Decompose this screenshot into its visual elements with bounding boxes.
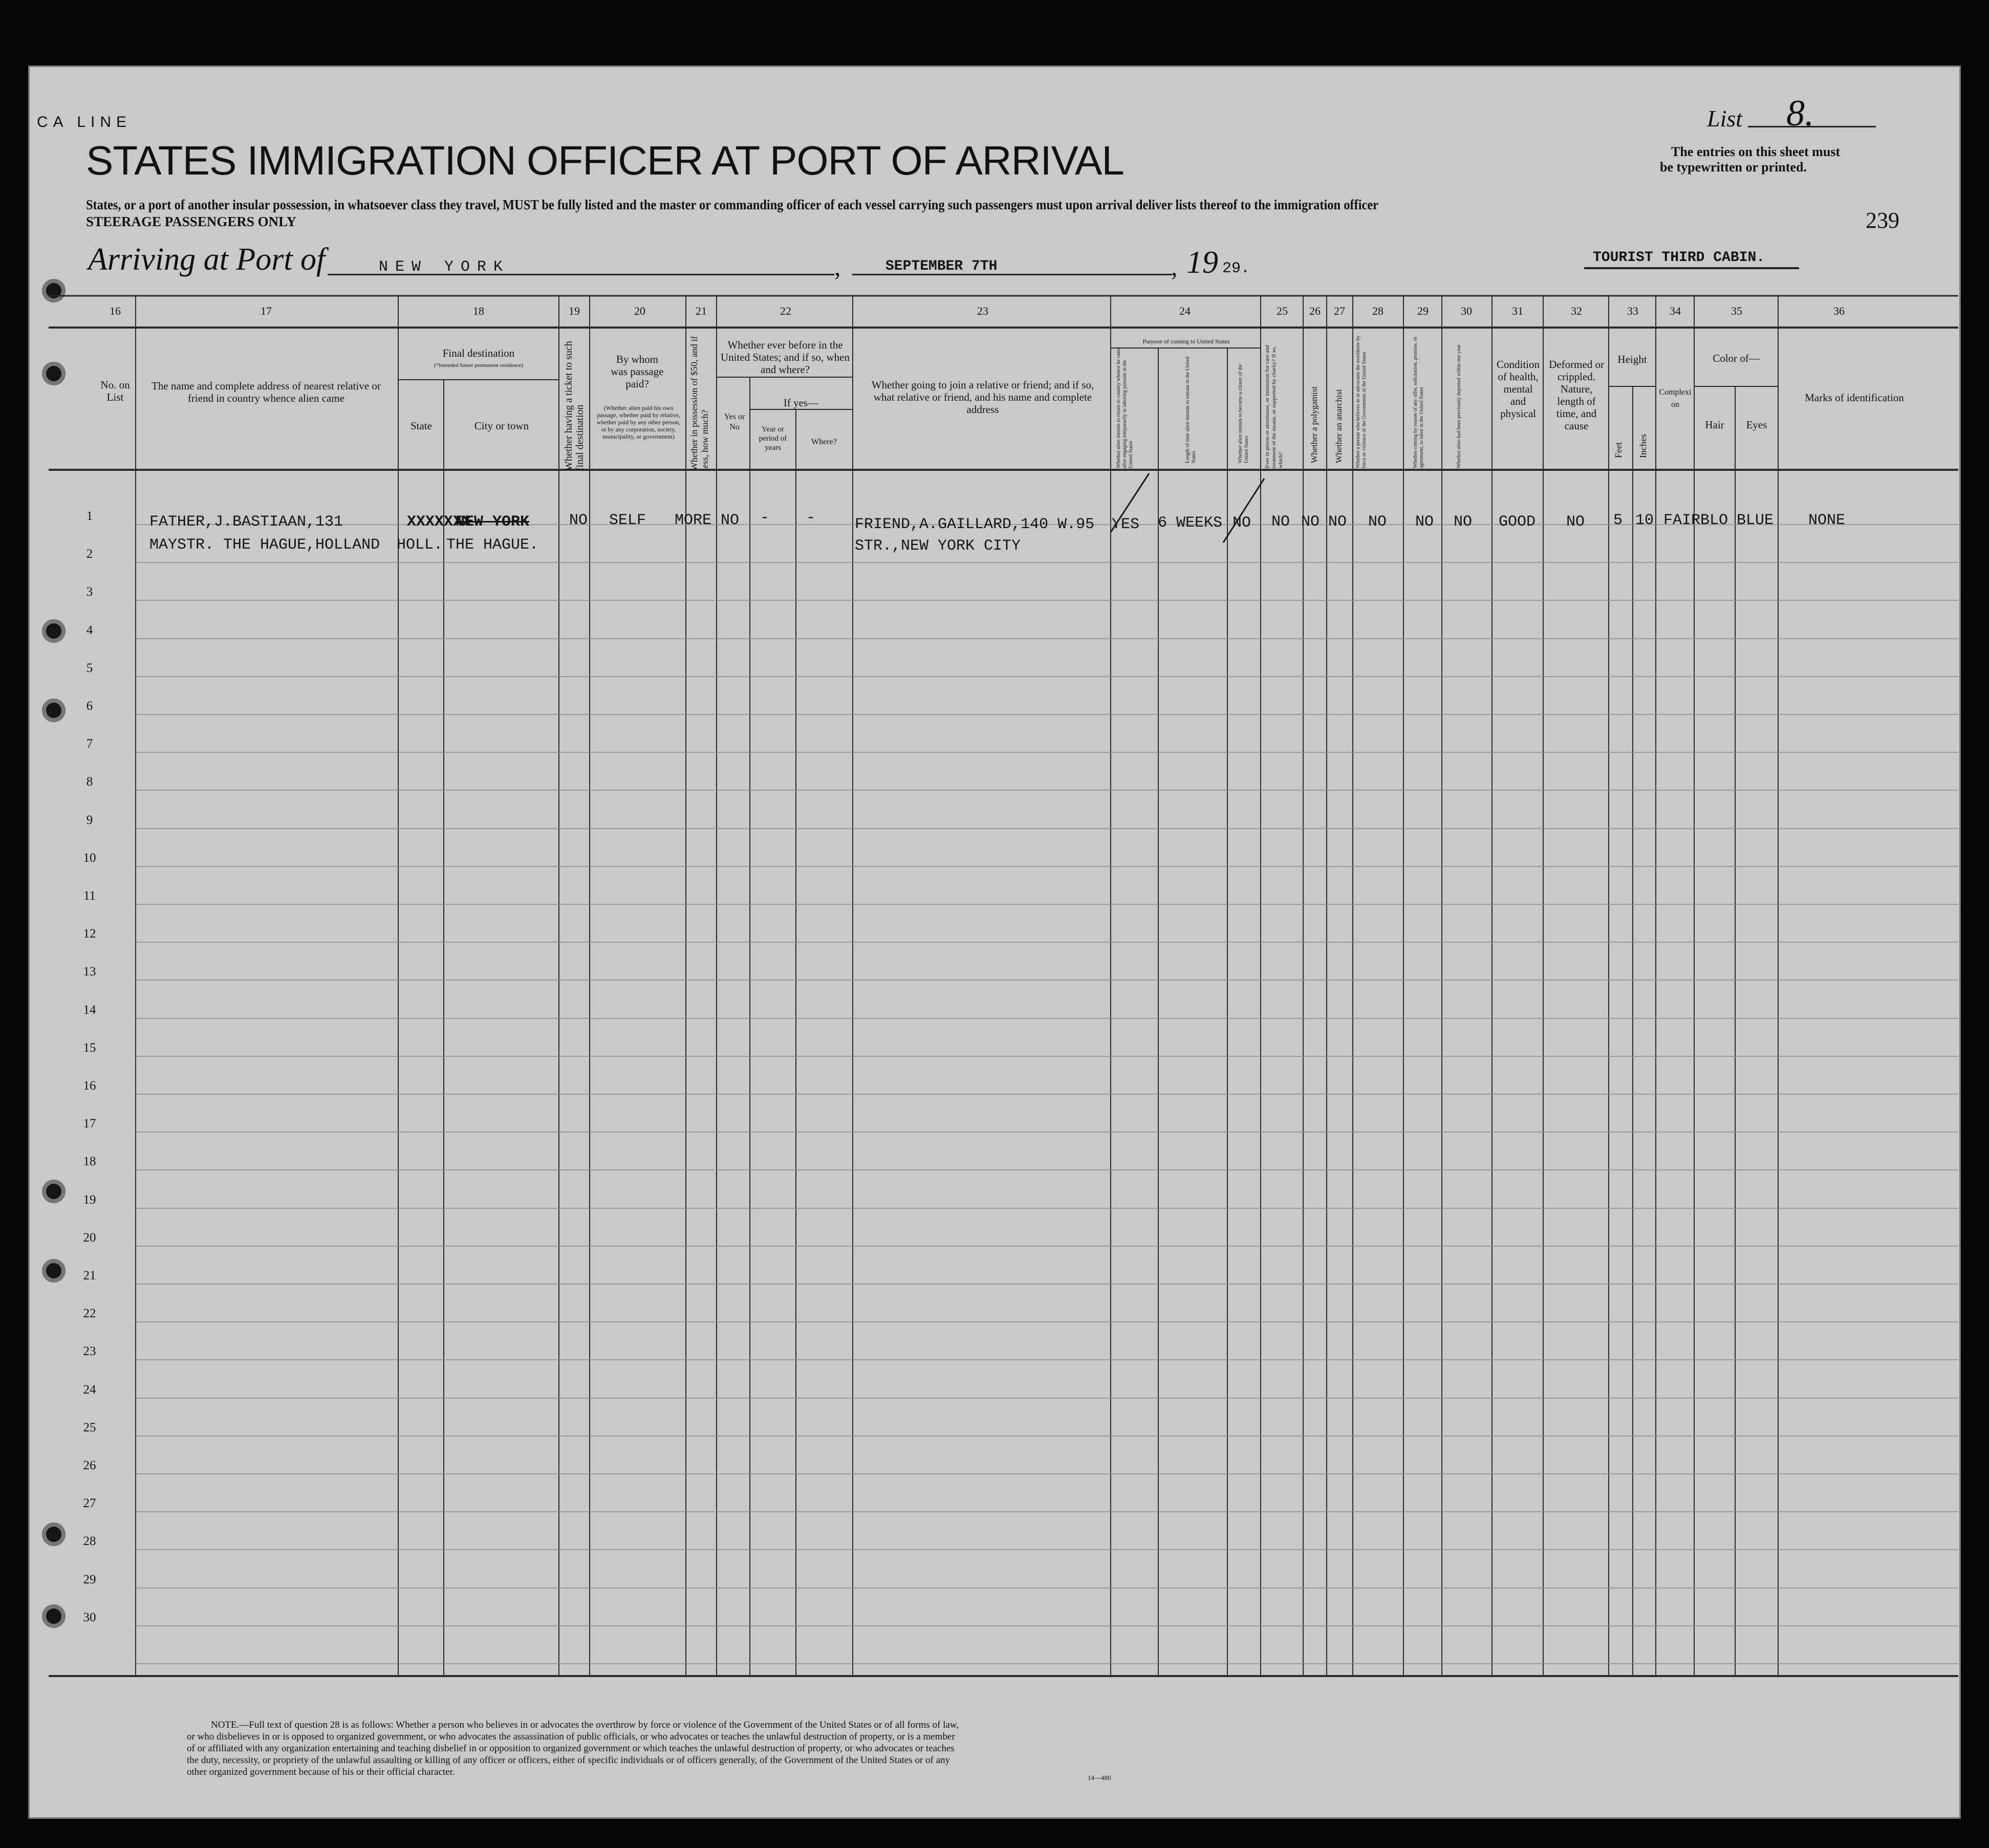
col-number-26: 26: [1309, 305, 1321, 317]
col-number-36: 36: [1833, 305, 1845, 317]
form-number: 14—480: [1088, 1774, 1111, 1781]
col-number-22: 22: [780, 305, 791, 317]
header-overthrow: Whether a person who believes in or advocates the overthrow by force or violence of the Government of the United States: [1355, 335, 1367, 468]
row-number: 25: [83, 1421, 96, 1434]
city-line2: THE HAGUE.: [446, 536, 539, 554]
ticket-value: NO: [569, 512, 588, 529]
year-suffix: 29.: [1222, 260, 1250, 277]
footer-note-line3: of or affiliated with any organization entertaining and teaching disbelief in or opposition to organized government or which teaches the unlawful destruction of property, or who advocates or teaches: [187, 1743, 955, 1754]
col-number-23: 23: [977, 305, 988, 317]
header-inches: Inches: [1638, 434, 1648, 458]
date-value: SEPTEMBER 7TH: [885, 258, 998, 274]
length-of-stay-value: 6 WEEKS: [1158, 514, 1223, 532]
row-number: 17: [83, 1117, 96, 1130]
anarchist-value: NO: [1328, 513, 1347, 531]
col-number-30: 30: [1461, 305, 1472, 317]
header-marks: Marks of identification: [1805, 392, 1904, 404]
joining-line1: FRIEND,A.GAILLARD,140 W.95: [855, 516, 1095, 533]
line-fragment: CA LINE: [37, 114, 132, 131]
arriving-label: Arriving at Port of: [88, 242, 326, 277]
col-number-16: 16: [110, 305, 121, 317]
row-number: 24: [83, 1383, 96, 1397]
row-number: 6: [86, 699, 93, 713]
class-stamp: TOURIST THIRD CABIN.: [1593, 250, 1765, 266]
before-in-us-value: NO: [721, 512, 740, 529]
header-polygamist: Whether a polygamist: [1309, 386, 1319, 463]
health-value: GOOD: [1499, 513, 1536, 531]
deported-value: NO: [1454, 513, 1473, 531]
header-anarchist: Whether an anarchist: [1334, 389, 1344, 463]
row-number: 2: [86, 547, 93, 561]
city-line1: NEW YORK: [456, 513, 530, 531]
col-number-32: 32: [1571, 305, 1582, 317]
header-joining: Whether going to join a relative or friend; and if so, what relative or friend, and his name and complete address: [871, 379, 1094, 416]
row-number: 21: [83, 1269, 96, 1282]
row-number: 23: [83, 1344, 96, 1358]
row-number: 27: [83, 1496, 96, 1510]
relative-line2: MAYSTR. THE HAGUE,HOLLAND: [149, 536, 380, 554]
row-number: 4: [86, 623, 93, 637]
header-passage-paid: By whom was passage paid?: [611, 353, 664, 390]
row-number: 1: [86, 509, 93, 523]
row-number: 11: [83, 889, 96, 903]
col-number-20: 20: [634, 305, 645, 317]
row-number: 8: [86, 775, 93, 789]
eyes-value: BLUE: [1737, 512, 1774, 529]
list-label: List: [1707, 105, 1743, 132]
row-number: 20: [83, 1231, 96, 1245]
comma: ,: [834, 252, 841, 281]
row-number: 10: [83, 851, 96, 865]
footer-note-line2: or who disbelieves in or is opposed to organized government, or who advocates the assassination of public officials, or who advocates or teaches the unlawful destruction of property, or is a member: [187, 1731, 955, 1742]
row-number: 15: [83, 1041, 96, 1055]
col-number-33: 33: [1627, 305, 1638, 317]
col-number-34: 34: [1670, 305, 1681, 317]
header-feet: Feet: [1613, 442, 1624, 458]
inches-value: 10: [1635, 512, 1654, 529]
state-line1: XXXXXXX: [407, 513, 472, 531]
row-number: 3: [86, 585, 93, 599]
header-where: Where?: [811, 438, 837, 446]
row-number: 12: [83, 927, 96, 941]
entries-note-line1: The entries on this sheet must: [1671, 144, 1841, 159]
header-ticket: Whether having a ticket to such final destination: [563, 341, 586, 471]
hair-value: BLO: [1700, 512, 1728, 529]
feet-value: 5: [1613, 512, 1623, 529]
port-value: NEW YORK: [379, 258, 510, 276]
header-return-home: Whether alien intends to return to country whence he came after engaging temporarily in laboring pursuits in the United States: [1116, 347, 1134, 468]
row-number: 22: [83, 1307, 96, 1320]
comma: ,: [1171, 252, 1178, 281]
deformed-value: NO: [1566, 513, 1585, 531]
col-number-31: 31: [1512, 305, 1523, 317]
year-period-value: -: [760, 509, 770, 527]
header-if-yes: If yes—: [783, 397, 819, 409]
header-hair: Hair: [1705, 419, 1724, 431]
row-number: 14: [83, 1003, 96, 1017]
col-number-27: 27: [1334, 305, 1345, 317]
header-deported: Whether alien had been previously deported within one year: [1456, 344, 1462, 468]
list-value: 8.: [1786, 93, 1814, 134]
return-home-value: YES: [1112, 516, 1140, 533]
header-labor-offer: Whether coming by reason of any offer, solicitation, promise, or agreement, to labor in the United States: [1413, 336, 1424, 468]
state-line2: HOLL.: [397, 536, 443, 554]
header-nearest-relative: The name and complete address of nearest relative or friend in country whence alien came: [152, 380, 381, 404]
marks-value: NONE: [1808, 512, 1846, 529]
header-passage-paid-note: (Whether alien paid his own passage, whether paid by relative, whether paid by any other person, or by any corporation, society, municipality, or government): [596, 404, 681, 440]
entries-note-line2: be typewritten or printed.: [1660, 160, 1807, 175]
page-title: STATES IMMIGRATION OFFICER AT PORT OF ARRIVAL: [86, 138, 1124, 183]
col-number-19: 19: [569, 305, 580, 317]
year-prefix: 19: [1186, 245, 1218, 280]
col-number-29: 29: [1417, 305, 1429, 317]
where-value: -: [806, 509, 816, 527]
row-number: 16: [83, 1079, 96, 1093]
col-number-35: 35: [1731, 305, 1742, 317]
col-number-24: 24: [1179, 305, 1191, 317]
joining-line2: STR.,NEW YORK CITY: [855, 537, 1021, 555]
footer-note-line1: NOTE.—Full text of question 28 is as follows: Whether a person who believes in or advocates the overthrow by force or violence of the Government of the United States or of all forms of law,: [211, 1720, 959, 1730]
header-before-in-us: Whether ever before in the United States; and if so, when and where?: [721, 339, 850, 376]
row-number: 18: [83, 1155, 96, 1168]
row-number: 30: [83, 1611, 96, 1624]
col-number-28: 28: [1372, 305, 1383, 317]
col-number-18: 18: [473, 305, 484, 317]
header-height: Height: [1617, 353, 1647, 365]
complexion-value: FAIR: [1663, 512, 1701, 529]
become-citizen-value: NO: [1233, 514, 1251, 532]
row-number: 19: [83, 1193, 96, 1207]
header-prison: Ever in prison or almshouse, or institution for care and treatment of the insane, or supported by charity? If so, which?: [1264, 345, 1284, 468]
header-purpose: Purpose of coming to United States: [1142, 338, 1230, 345]
header-become-citizen: Whether alien intends to become a citizen of the United States: [1238, 364, 1249, 463]
footer-note-line5: other organized government because of his or their official character.: [187, 1767, 455, 1777]
row-number: 5: [86, 661, 93, 675]
subtitle-line2: STEERAGE PASSENGERS ONLY: [86, 214, 297, 229]
header-state: State: [410, 420, 432, 432]
header-year-period: Year or period of years: [759, 425, 787, 452]
header-no-on-list: No. on List: [100, 379, 130, 403]
footer-note-line4: the duty, necessity, or propriety of the unlawful assaulting or killing of any officer or officers, either of specific individuals or of officers generally, of the Government of the United States or of any: [187, 1755, 950, 1766]
header-health: Condition of health, mental and physical: [1496, 358, 1540, 420]
polygamist-value: NO: [1301, 513, 1320, 531]
col-number-25: 25: [1277, 305, 1288, 317]
header-final-destination-note: (*Intended future permanent residence): [434, 362, 523, 368]
row-number: 29: [83, 1573, 96, 1586]
subtitle-line1: States, or a port of another insular possession, in whatsoever class they travel, MUST be fully listed and the master or commanding officer of each vessel carrying such passengers must upon arrival deliver lists thereof to the immigration officer: [86, 197, 1379, 212]
header-city: City or town: [474, 420, 529, 432]
header-money: Whether in possession of $50, and if less, how much?: [689, 336, 710, 471]
page-number: 239: [1866, 208, 1899, 233]
row-number: 7: [86, 737, 93, 751]
header-complexion: Complexion: [1659, 388, 1692, 409]
relative-line1: FATHER,J.BASTIAAN,131: [149, 513, 343, 531]
col-number-21: 21: [696, 305, 707, 317]
labor-offer-value: NO: [1415, 513, 1434, 531]
row-number: 9: [86, 813, 93, 827]
overthrow-value: NO: [1368, 513, 1387, 531]
header-yes-no: Yes or No: [724, 412, 745, 431]
header-length-stay: Length of time alien intends to remain in the United States: [1185, 356, 1197, 463]
col-number-17: 17: [261, 305, 272, 317]
header-deformed: Deformed or crippled. Nature, length of time, and cause: [1549, 358, 1604, 432]
prison-value: NO: [1271, 513, 1290, 531]
row-number: 26: [83, 1459, 96, 1472]
passage-paid-value: SELF: [609, 512, 646, 529]
row-number: 28: [83, 1534, 96, 1548]
header-color: Color of—: [1713, 352, 1760, 364]
money-value: MORE: [675, 512, 712, 529]
row-number: 13: [83, 965, 96, 979]
header-final-destination: Final destination: [442, 347, 515, 359]
header-eyes: Eyes: [1746, 419, 1767, 431]
